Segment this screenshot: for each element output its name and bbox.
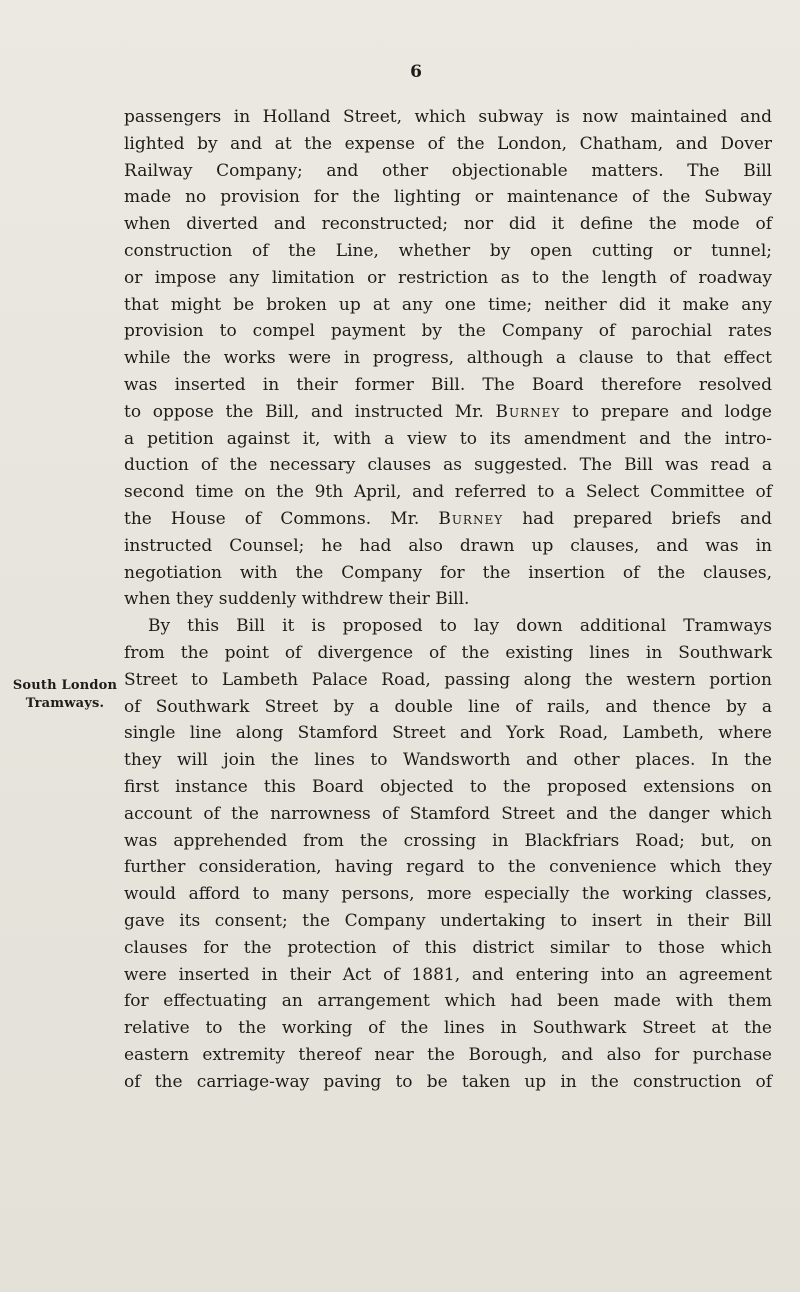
text-line: for effectuating an arrangement which had been made with them (124, 991, 772, 1012)
page-number: 6 (410, 62, 422, 82)
text-line: account of the narrowness of Stamford Street and the danger which (124, 803, 772, 824)
text-line: that might be broken up at any one time; neither did it make any (124, 294, 772, 315)
text-line: negotiation with the Company for the insertion of the clauses, (124, 562, 772, 583)
text-line: second time on the 9th April, and referred to a Select Committee of (124, 482, 772, 503)
text-line: would afford to many persons, more especially the working classes, (124, 884, 772, 905)
text-line: provision to compel payment by the Company of parochial rates (124, 321, 772, 342)
text-line: Railway Company; and other objectionable matters. The Bill (124, 160, 772, 181)
margin-note-line-1: South London (12, 678, 118, 693)
text-line (124, 506, 772, 533)
text-line: made no provision for the lighting or maintenance of the Subway (124, 187, 772, 208)
text-line: By this Bill it is proposed to lay down additional Tramways (148, 616, 772, 637)
text-line: duction of the necessary clauses as suggested. The Bill was read a (124, 455, 772, 476)
text-line: lighted by and at the expense of the London, Chatham, and Dover (124, 133, 772, 154)
paragraph-continued (124, 104, 772, 613)
paragraph-south-london-tramways (124, 613, 772, 1095)
text-segment: had prepared briefs and (503, 508, 773, 529)
body-text (124, 104, 772, 1095)
person-name: Burney (438, 508, 504, 529)
margin-note-line-2: Tramways. (25, 696, 105, 711)
text-line: was inserted in their former Bill. The Board therefore resolved (124, 374, 772, 395)
text-line: a petition against it, with a view to its amendment and the intro- (124, 428, 772, 449)
text-line: they will join the lines to Wandsworth and other places. In the (124, 750, 772, 771)
margin-note (6, 677, 124, 713)
text-line: gave its consent; the Company undertaking to insert in their Bill (124, 910, 772, 931)
text-line: of Southwark Street by a double line of rails, and thence by a (124, 696, 772, 717)
text-line: single line along Stamford Street and York Road, Lambeth, where (124, 723, 772, 744)
text-line (124, 399, 772, 426)
text-segment: to oppose the Bill, and instructed Mr. (124, 401, 496, 422)
text-line: passengers in Holland Street, which subway is now maintained and (124, 107, 772, 127)
text-segment: the House of Commons. Mr. (124, 508, 439, 529)
text-line: construction of the Line, whether by open cutting or tunnel; (124, 240, 772, 261)
text-line: were inserted in their Act of 1881, and entering into an agreement (124, 964, 772, 985)
person-name: Burney (495, 401, 561, 422)
text-line: instructed Counsel; he had also drawn up clauses, and was in (124, 535, 772, 556)
text-line: while the works were in progress, although a clause to that effect (124, 348, 772, 369)
text-segment: to prepare and lodge (560, 401, 772, 422)
text-line: Street to Lambeth Palace Road, passing along the western portion (124, 669, 772, 690)
text-line: relative to the working of the lines in Southwark Street at the (124, 1018, 772, 1039)
text-line: of the carriage-way paving to be taken up in the construction of (124, 1071, 772, 1092)
text-line: further consideration, having regard to the convenience which they (124, 857, 772, 878)
text-line: when they suddenly withdrew their Bill. (124, 589, 470, 610)
text-line: or impose any limitation or restriction as to the length of roadway (124, 267, 772, 288)
text-line: was apprehended from the crossing in Blackfriars Road; but, on (124, 830, 772, 851)
text-line: when diverted and reconstructed; nor did it define the mode of (124, 214, 772, 235)
text-line: clauses for the protection of this district similar to those which (124, 937, 772, 958)
text-line: from the point of divergence of the existing lines in Southwark (124, 642, 772, 663)
text-line: eastern extremity thereof near the Borough, and also for purchase (124, 1044, 772, 1065)
text-line: first instance this Board objected to the proposed extensions on (124, 776, 772, 797)
